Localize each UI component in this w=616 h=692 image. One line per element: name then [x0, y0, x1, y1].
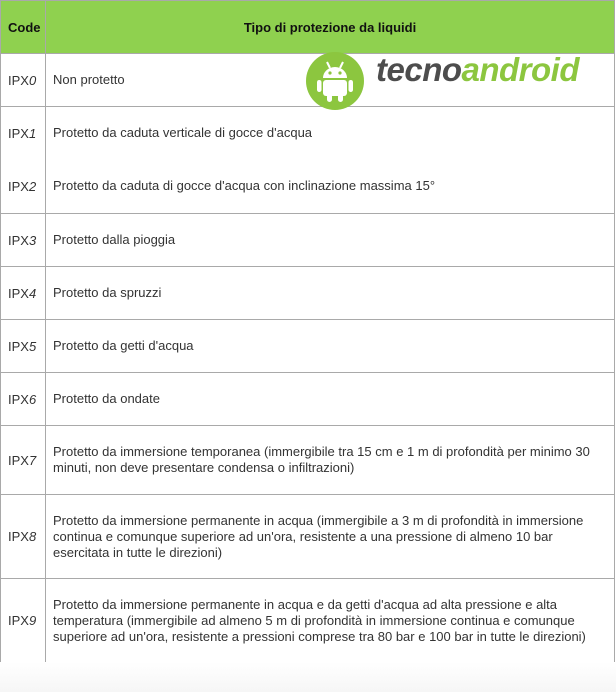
- row-code: IPX8: [1, 495, 46, 579]
- row-code: IPX9: [1, 579, 46, 663]
- header-description: Tipo di protezione da liquidi: [46, 1, 615, 54]
- row-code: IPX7: [1, 426, 46, 495]
- row-description: Protetto da spruzzi: [46, 267, 615, 320]
- row-description: Protetto da immersione permanente in acqua (immergibile a 3 m di profondità in immersione continua e comunque superiore ad un'ora, resistente a una pressione di almeno 10 bar esercitata in tutte le direzioni): [46, 495, 615, 579]
- row-description: Protetto da getti d'acqua: [46, 320, 615, 373]
- android-robot-icon: [306, 52, 364, 110]
- watermark-logo: [300, 45, 580, 115]
- row-code: IPX1: [1, 107, 46, 160]
- row-description: Protetto da caduta di gocce d'acqua con inclinazione massima 15°: [46, 160, 615, 214]
- row-description: Protetto da caduta verticale di gocce d'acqua: [46, 107, 615, 160]
- row-code: IPX2: [1, 160, 46, 214]
- watermark-text: tecnoandroid: [376, 51, 580, 88]
- row-description: Protetto da immersione permanente in acqua e da getti d'acqua ad alta pressione e alta temperatura (immergibile ad almeno 5 m di profondità in immersione continua e comunque superiore ad un'ora, resistente a pressioni comprese tra 80 bar e 100 bar in tutte le direzioni): [46, 579, 615, 663]
- table-row: [1, 426, 615, 495]
- table-row: [1, 267, 615, 320]
- row-code: IPX6: [1, 373, 46, 426]
- table-row: [1, 320, 615, 373]
- row-code: IPX3: [1, 214, 46, 267]
- page-bottom-area: [0, 662, 616, 692]
- table-row: [1, 373, 615, 426]
- row-code: IPX4: [1, 267, 46, 320]
- row-description: Non protetto: [46, 54, 615, 107]
- row-description: Protetto da ondate: [46, 373, 615, 426]
- row-description: Protetto dalla pioggia: [46, 214, 615, 267]
- row-description: Protetto da immersione temporanea (immergibile tra 15 cm e 1 m di profondità per minimo 30 minuti, non deve presentare condensa o infiltrazioni): [46, 426, 615, 495]
- table-row: [1, 214, 615, 267]
- row-code: IPX0: [1, 54, 46, 107]
- header-code: Code: [1, 1, 46, 54]
- table-row: [1, 495, 615, 579]
- row-code: IPX5: [1, 320, 46, 373]
- table-row: [1, 579, 615, 663]
- table-row: [1, 160, 615, 214]
